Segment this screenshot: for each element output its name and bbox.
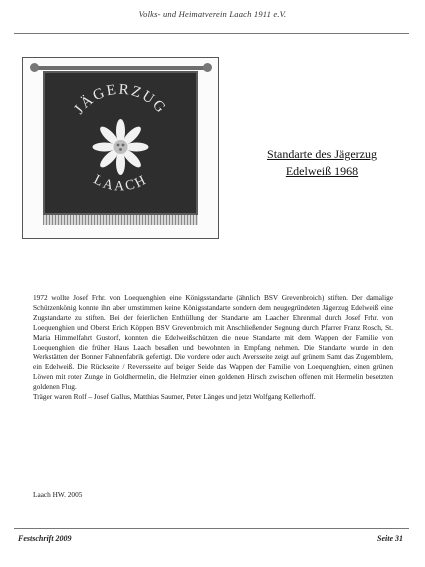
page-header: Volks- und Heimatverein Laach 1911 e.V. (138, 9, 287, 19)
header-divider (14, 33, 409, 34)
footer-divider (14, 528, 409, 529)
banner-text-top: JÄGERZUG (71, 81, 170, 118)
rod-knob-left (30, 63, 39, 72)
article-body (33, 293, 393, 402)
paragraph: 1972 wollte Josef Frhr. von Loequenghien eine Königsstandarte (ähnlich BSV Grevenbroich) stiften. Der damalige Schützenkönig konnte ihn aber umstimmen keine Königsstandarte sondern dem neugegründeten Jägerzug Edelweiß eine Zugstandarte zu stiften. Bei der feierlichen Enthüllung der Standarte am Laacher Ehrenmal durch Josef Frhr. von Loequenghien und Oberst Erich Köppen BSV Grevenbroich mit Anschließender Segnung durch Pfarrer Franz Rosch, St. Maria Himmelfahrt Gustorf, konnten die Edelweißschützen die neue Standarte mit dem Wappen der Familie von Loequenghien die früher Haus Laach besaßen und bewohnten in Empfang nehmen. Die Standarte wurde in den Werkstätten der Bonner Fahnenfabrik gefertigt. Die vordere oder auch Aversseite zeigt auf grünem Samt das Zugemblem, ein Edelweiß. Die Rückseite / Reversseite auf beiger Seide das Wappen der Familie von Loequenghien, einen grünen Löwen mit roter Zunge in Goldhermelin, die Helmzier einen goldenen Hirsch zwischen offenen mit Hermelin besetzten goldenen Flug. (33, 293, 393, 392)
caption-line-2: Edelweiß 1968 (285, 164, 359, 178)
banner-rod (35, 66, 207, 70)
footer-publication: Festschrift 2009 (18, 534, 72, 543)
paragraph: Träger waren Rolf – Josef Gallus, Matthias Saumer, Peter Länges und jetzt Wolfgang Kellerhoff. (33, 392, 316, 402)
caption-line-1: Standarte des Jägerzug (267, 147, 377, 161)
footer-page-number: Seite 31 (377, 534, 403, 543)
banner-fringe (43, 215, 198, 225)
standarte-banner (43, 71, 198, 215)
banner-text-bottom: LAACH (90, 172, 151, 195)
edelweiss-icon (93, 119, 149, 175)
author-line: Laach HW. 2005 (33, 490, 83, 499)
rod-knob-right (203, 63, 212, 72)
